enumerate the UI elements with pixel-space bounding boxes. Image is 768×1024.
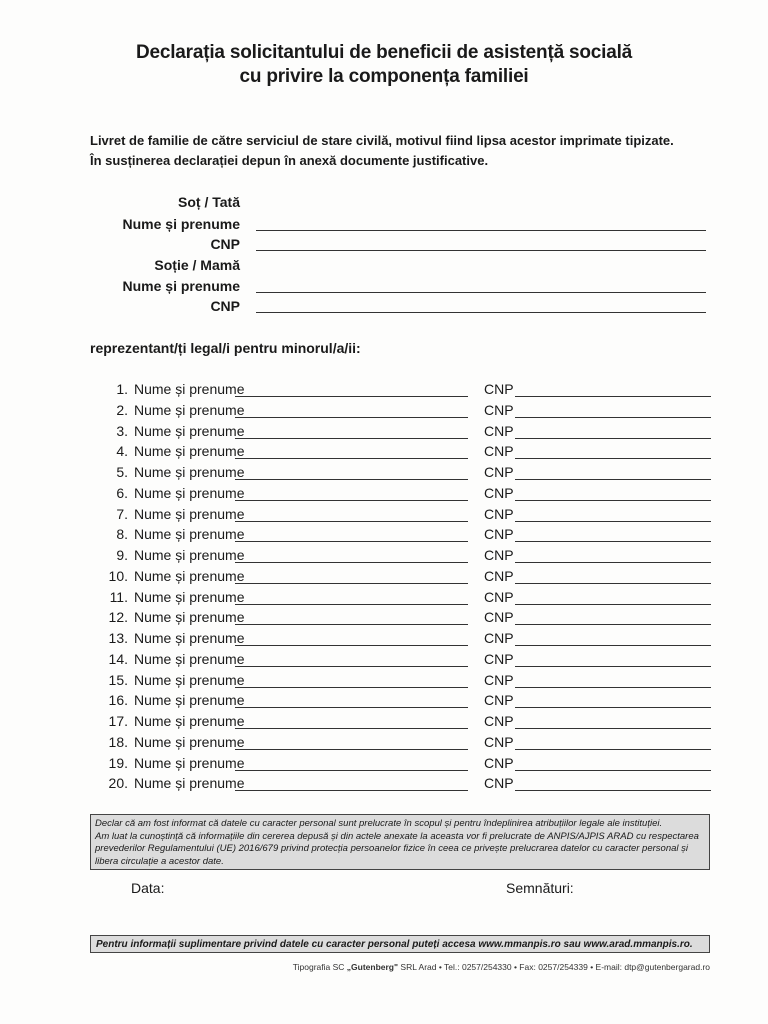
minor-cnp-label: CNP bbox=[484, 567, 514, 584]
minor-row bbox=[0, 755, 768, 775]
representatives-heading: reprezentant/ți legal/i pentru minorul/a/ii: bbox=[90, 340, 361, 356]
minor-row-number: 18. bbox=[108, 733, 128, 750]
form-title-line-2: cu privire la componența familiei bbox=[239, 66, 529, 87]
minor-name-field[interactable] bbox=[235, 500, 468, 501]
minor-name-label: Nume și prenume bbox=[134, 381, 245, 397]
minor-name-label: Nume și prenume bbox=[134, 775, 245, 792]
father-name-label: Nume și prenume bbox=[122, 216, 240, 232]
minor-name-label: Nume și prenume bbox=[134, 505, 245, 522]
minor-row bbox=[0, 464, 768, 484]
minor-name-label: Nume și prenume bbox=[134, 443, 245, 460]
minor-row bbox=[0, 402, 768, 422]
minor-row-number: 3. bbox=[116, 422, 128, 439]
minor-cnp-field[interactable] bbox=[515, 604, 711, 605]
intro-line-1: Livret de familie de către serviciul de stare civilă, motivul fiind lipsa acestor imprimate tipizate. bbox=[90, 133, 674, 148]
minor-row bbox=[0, 692, 768, 712]
minor-name-label: Nume și prenume bbox=[134, 754, 245, 771]
minor-name-label: Nume și prenume bbox=[134, 464, 245, 480]
minor-name-label: Nume și prenume bbox=[134, 713, 245, 729]
minor-cnp-field[interactable] bbox=[515, 645, 711, 646]
printer-footer bbox=[293, 962, 710, 973]
minor-name-field[interactable] bbox=[235, 749, 468, 750]
minor-row bbox=[0, 423, 768, 443]
minor-row bbox=[0, 547, 768, 567]
minor-name-field[interactable] bbox=[235, 396, 468, 397]
minor-cnp-field[interactable] bbox=[515, 583, 711, 584]
minor-cnp-field[interactable] bbox=[515, 666, 711, 667]
mother-cnp-field[interactable] bbox=[256, 312, 706, 313]
minor-cnp-field[interactable] bbox=[515, 770, 711, 771]
minor-name-field[interactable] bbox=[235, 458, 468, 459]
minor-row-number: 12. bbox=[108, 609, 128, 626]
notice-line-2: Am luat la cunoștință că informațiile din cererea depusă și din actele anexate la aceasta vor fi prelucrate de ANPIS/AJPIS ARAD cu respectarea bbox=[95, 830, 699, 842]
minor-cnp-label: CNP bbox=[484, 547, 514, 563]
minor-cnp-label: CNP bbox=[484, 671, 514, 688]
minor-row bbox=[0, 506, 768, 526]
minor-row-number: 10. bbox=[108, 567, 128, 584]
minor-name-field[interactable] bbox=[235, 770, 468, 771]
minor-cnp-label: CNP bbox=[484, 422, 514, 439]
minor-row-number: 15. bbox=[108, 671, 128, 688]
father-heading: Soț / Tată bbox=[178, 194, 240, 210]
minor-row bbox=[0, 609, 768, 629]
minor-name-label: Nume și prenume bbox=[134, 484, 245, 501]
notice-line-1: Declar că am fost informat că datele cu caracter personal sunt prelucrate în scopul și pentru îndeplinirea atribuțiilor legale ale instituției. bbox=[95, 818, 663, 829]
minor-row bbox=[0, 775, 768, 795]
minor-cnp-label: CNP bbox=[484, 713, 514, 729]
minor-name-field[interactable] bbox=[235, 438, 468, 439]
father-cnp-field[interactable] bbox=[256, 250, 706, 251]
minor-name-label: Nume și prenume bbox=[134, 567, 245, 584]
personal-data-info-box: Pentru informații suplimentare privind datele cu caracter personal puteți accesa www.mmanpis.ro sau www.arad.mmanpis.ro. bbox=[90, 935, 710, 953]
minor-cnp-label: CNP bbox=[484, 775, 514, 792]
minor-row-number: 16. bbox=[108, 692, 128, 709]
minor-row bbox=[0, 485, 768, 505]
minor-cnp-field[interactable] bbox=[515, 687, 711, 688]
mother-heading: Soție / Mamă bbox=[154, 257, 240, 273]
signatures-label: Semnături: bbox=[506, 880, 574, 896]
minor-cnp-label: CNP bbox=[484, 733, 514, 750]
minor-cnp-field[interactable] bbox=[515, 562, 711, 563]
minor-cnp-field[interactable] bbox=[515, 541, 711, 542]
minor-row bbox=[0, 734, 768, 754]
minor-cnp-field[interactable] bbox=[515, 479, 711, 480]
father-cnp-label: CNP bbox=[210, 236, 240, 252]
minor-row-number: 9. bbox=[116, 547, 128, 563]
minor-row bbox=[0, 589, 768, 609]
data-protection-notice bbox=[90, 814, 710, 870]
minor-row-number: 2. bbox=[116, 401, 128, 418]
minor-row bbox=[0, 381, 768, 401]
minor-cnp-field[interactable] bbox=[515, 438, 711, 439]
minor-cnp-label: CNP bbox=[484, 505, 514, 522]
minor-cnp-field[interactable] bbox=[515, 500, 711, 501]
minor-name-field[interactable] bbox=[235, 645, 468, 646]
minor-name-field[interactable] bbox=[235, 624, 468, 625]
minor-cnp-label: CNP bbox=[484, 443, 514, 460]
minor-name-field[interactable] bbox=[235, 707, 468, 708]
minor-name-field[interactable] bbox=[235, 541, 468, 542]
minor-row-number: 14. bbox=[108, 650, 128, 667]
minor-cnp-label: CNP bbox=[484, 609, 514, 626]
minor-cnp-field[interactable] bbox=[515, 417, 711, 418]
minor-name-label: Nume și prenume bbox=[134, 671, 245, 688]
minor-cnp-field[interactable] bbox=[515, 749, 711, 750]
minor-row bbox=[0, 568, 768, 588]
minor-name-label: Nume și prenume bbox=[134, 401, 245, 418]
minor-name-field[interactable] bbox=[235, 604, 468, 605]
minor-name-field[interactable] bbox=[235, 790, 468, 791]
minor-row-number: 19. bbox=[108, 754, 128, 771]
minor-cnp-label: CNP bbox=[484, 692, 514, 709]
minor-row bbox=[0, 651, 768, 671]
form-title-line-1: Declarația solicitantului de beneficii de asistență socială bbox=[135, 42, 633, 63]
minor-row-number: 7. bbox=[116, 505, 128, 522]
date-label: Data: bbox=[131, 880, 165, 896]
minor-name-field[interactable] bbox=[235, 479, 468, 480]
minor-name-field[interactable] bbox=[235, 687, 468, 688]
minor-row-number: 17. bbox=[108, 713, 128, 729]
minor-cnp-label: CNP bbox=[484, 754, 514, 771]
minor-name-label: Nume și prenume bbox=[134, 650, 245, 667]
minor-name-label: Nume și prenume bbox=[134, 733, 245, 750]
printer-company: „Gutenberg" bbox=[346, 962, 399, 972]
minor-row bbox=[0, 630, 768, 650]
mother-name-field[interactable] bbox=[256, 292, 706, 293]
minor-name-label: Nume și prenume bbox=[134, 526, 245, 543]
notice-line-3: prevederilor Regulamentului (UE) 2016/679 privind protecția persoanelor fizice în ceea ce privește prelucrarea datelor cu caracter personal și bbox=[95, 843, 689, 854]
minor-name-label: Nume și prenume bbox=[134, 692, 245, 709]
intro-line-2: În susținerea declarației depun în anexă documente justificative. bbox=[90, 153, 489, 168]
mother-cnp-label: CNP bbox=[210, 298, 240, 314]
minor-name-label: Nume și prenume bbox=[134, 547, 245, 563]
minor-name-field[interactable] bbox=[235, 583, 468, 584]
minor-name-field[interactable] bbox=[235, 417, 468, 418]
minor-row-number: 11. bbox=[109, 588, 128, 605]
minor-row bbox=[0, 443, 768, 463]
minor-cnp-label: CNP bbox=[484, 650, 514, 667]
minor-row-number: 5. bbox=[116, 464, 128, 480]
minor-cnp-label: CNP bbox=[484, 464, 514, 480]
minor-cnp-label: CNP bbox=[484, 526, 514, 543]
minor-cnp-field[interactable] bbox=[515, 521, 711, 522]
minor-row bbox=[0, 526, 768, 546]
minor-row-number: 1. bbox=[116, 381, 128, 397]
minor-cnp-field[interactable] bbox=[515, 458, 711, 459]
minor-row-number: 4. bbox=[116, 443, 128, 460]
minor-cnp-field[interactable] bbox=[515, 624, 711, 625]
minor-name-label: Nume și prenume bbox=[134, 422, 245, 439]
minor-name-label: Nume și prenume bbox=[134, 588, 245, 605]
minor-row bbox=[0, 713, 768, 733]
minor-cnp-label: CNP bbox=[484, 401, 514, 418]
minor-cnp-field[interactable] bbox=[515, 707, 711, 708]
minor-row-number: 6. bbox=[116, 484, 128, 501]
minor-row bbox=[0, 672, 768, 692]
minor-name-field[interactable] bbox=[235, 666, 468, 667]
printer-contact: SRL Arad • Tel.: 0257/254330 • Fax: 0257/254339 • E-mail: dtp@gutenbergarad.ro bbox=[398, 962, 710, 972]
minor-name-label: Nume și prenume bbox=[134, 609, 245, 626]
minor-name-field[interactable] bbox=[235, 521, 468, 522]
minor-row-number: 20. bbox=[108, 775, 128, 792]
minor-cnp-label: CNP bbox=[484, 484, 514, 501]
printer-prefix: Tipografia SC bbox=[292, 962, 347, 972]
notice-line-4: libera circulație a acestor date. bbox=[95, 855, 224, 867]
minor-name-field[interactable] bbox=[235, 728, 468, 729]
mother-name-label: Nume și prenume bbox=[122, 278, 240, 294]
minor-cnp-label: CNP bbox=[484, 630, 514, 646]
minor-cnp-label: CNP bbox=[484, 588, 514, 605]
minor-name-field[interactable] bbox=[235, 562, 468, 563]
father-name-field[interactable] bbox=[256, 230, 706, 231]
minor-row-number: 8. bbox=[116, 526, 128, 543]
minor-cnp-field[interactable] bbox=[515, 396, 711, 397]
minor-row-number: 13. bbox=[108, 630, 128, 646]
minor-name-label: Nume și prenume bbox=[134, 630, 245, 646]
minor-cnp-field[interactable] bbox=[515, 728, 711, 729]
minor-cnp-field[interactable] bbox=[515, 790, 711, 791]
minor-cnp-label: CNP bbox=[484, 381, 514, 397]
